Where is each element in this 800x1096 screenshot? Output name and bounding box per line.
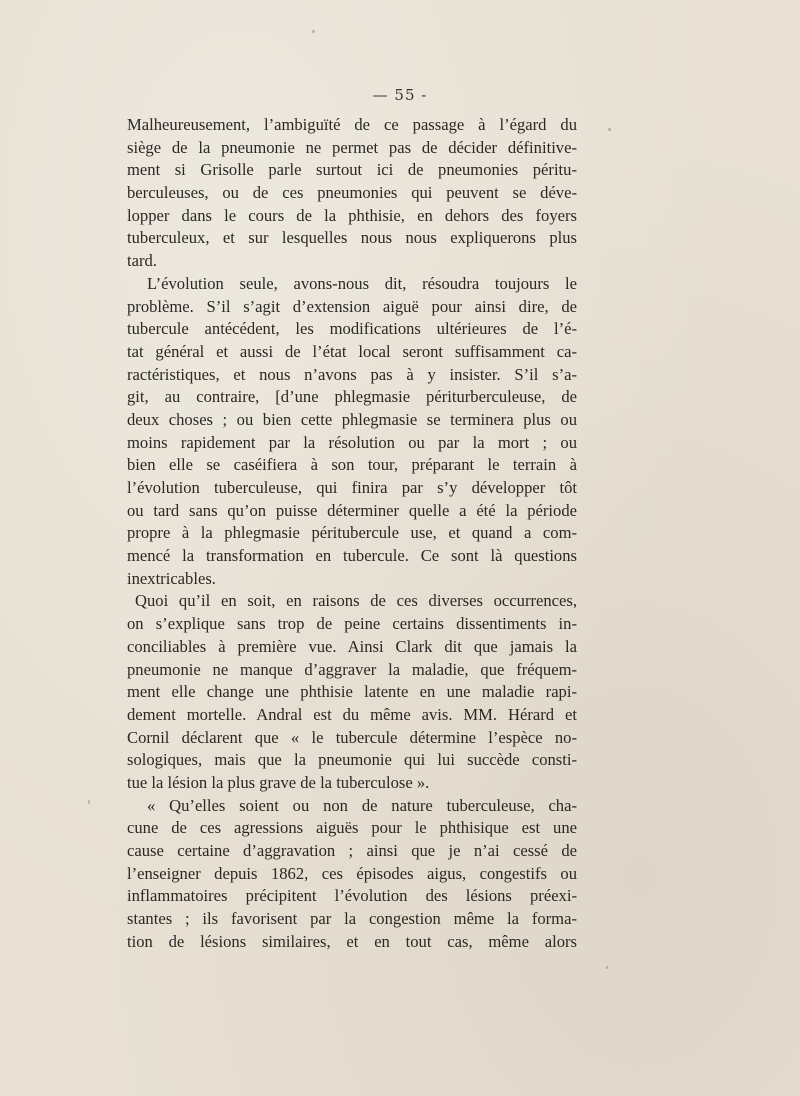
text-line: dement mortelle. Andral est du même avis. MM. Hérard et <box>127 704 577 724</box>
paper-spot <box>88 800 90 804</box>
paper-spot <box>312 30 315 33</box>
text-line: L’évolution seule, avons-nous dit, résoudra toujours le <box>147 273 577 293</box>
text-line: tion de lésions similaires, et en tout cas, même alors <box>127 931 577 951</box>
text-line: deux choses ; ou bien cette phlegmasie se terminera plus ou <box>127 409 577 429</box>
text-line: mencé la transformation en tubercule. Ce sont là questions <box>127 546 577 566</box>
text-line: sologiques, mais que la pneumonie qui lui succède consti- <box>127 750 577 770</box>
text-line: cune de ces agressions aiguës pour le phthisique est une <box>127 818 577 838</box>
text-line: pneumonie ne manque d’aggraver la maladie, que fréquem- <box>127 659 577 679</box>
text-line: Quoi qu’il en soit, en raisons de ces diverses occurrences, <box>135 591 577 611</box>
text-line: inextricables. <box>127 568 216 588</box>
text-line: Cornil déclarent que « le tubercule détermine l’espèce no- <box>127 727 577 747</box>
text-line: ou tard sans qu’on puisse déterminer quelle a été la période <box>127 500 577 520</box>
text-line: lopper dans le cours de la phthisie, en dehors des foyers <box>127 205 577 225</box>
text-line: propre à la phlegmasie péritubercule use, et quand a com- <box>127 523 577 543</box>
text-line: ractéristiques, et nous n’avons pas à y insister. S’il s’a- <box>127 364 577 384</box>
paper-spot <box>608 128 611 131</box>
text-line: tuberculeux, et sur lesquelles nous nous expliquerons plus <box>127 228 577 248</box>
text-line: git, au contraire, [d’une phlegmasie périturberculeuse, de <box>127 387 577 407</box>
text-line: l’enseigner depuis 1862, ces épisodes aigus, congestifs ou <box>127 863 577 883</box>
text-line: problème. S’il s’agit d’extension aiguë pour ainsi dire, de <box>127 296 577 316</box>
paper-spot <box>606 966 608 969</box>
text-line: cause certaine d’aggravation ; ainsi que je n’ai cessé de <box>127 841 577 860</box>
text-line: tue la lésion la plus grave de la tuberculose ». <box>127 772 430 792</box>
text-line: tard. <box>127 251 157 271</box>
text-line: inflammatoires précipitent l’évolution des lésions préexi- <box>127 886 577 906</box>
body-text <box>127 114 577 953</box>
text-line: stantes ; ils favorisent par la congestion même la forma- <box>127 909 577 929</box>
text-line: berculeuses, ou de ces pneumonies qui peuvent se déve- <box>127 183 577 203</box>
text-line: moins rapidement par la résolution ou par la mort ; ou <box>127 432 577 452</box>
text-line: ment elle change une phthisie latente en une maladie rapi- <box>127 682 577 702</box>
text-line: on s’explique sans trop de peine certains dissentiments in- <box>127 614 577 634</box>
text-line: conciliables à première vue. Ainsi Clark dit que jamais la <box>127 636 577 656</box>
text-line: Malheureusement, l’ambiguïté de ce passage à l’égard du <box>127 115 577 134</box>
text-line: tubercule antécédent, les modifications ultérieures de l’é- <box>127 319 577 339</box>
text-line: « Qu’elles soient ou non de nature tuberculeuse, cha- <box>147 795 577 815</box>
text-line: tat général et aussi de l’état local seront suffisamment ca- <box>127 341 577 361</box>
page-number: — 55 - <box>372 86 428 104</box>
text-line: l’évolution tuberculeuse, qui finira par s’y développer tôt <box>127 478 577 497</box>
text-line: ment si Grisolle parle surtout ici de pneumonies péritu- <box>127 160 577 180</box>
text-line: bien elle se caséifiera à son tour, préparant le terrain à <box>127 455 577 475</box>
text-line: siège de la pneumonie ne permet pas de décider définitive- <box>127 137 577 157</box>
